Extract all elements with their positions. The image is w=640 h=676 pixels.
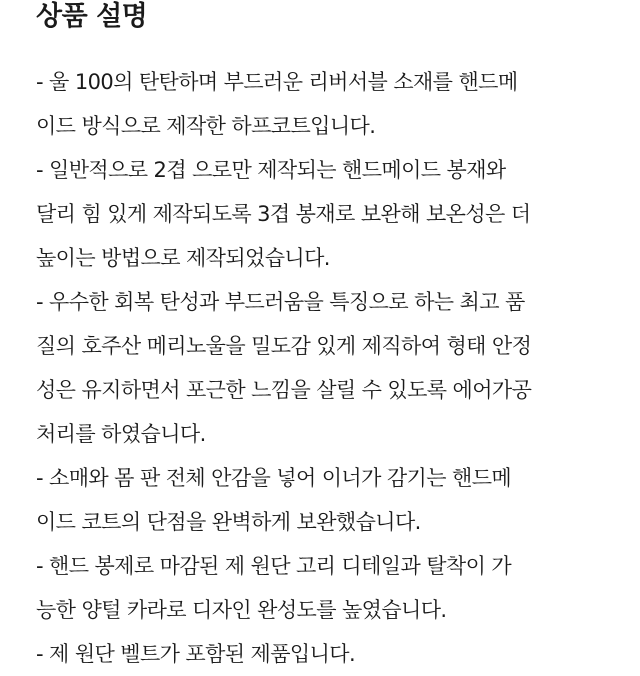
section-title: 상품 설명	[36, 1, 148, 32]
description-line: - 제 원단 벨트가 포함된 제품입니다.	[36, 642, 356, 666]
description-line: 능한 양털 카라로 디자인 완성도를 높였습니다.	[36, 598, 447, 622]
description-line: - 일반적으로 2겹 으로만 제작되는 핸드메이드 봉재와	[36, 158, 506, 182]
description-line: - 우수한 회복 탄성과 부드러움을 특징으로 하는 최고 품	[36, 290, 525, 314]
product-description	[36, 0, 626, 676]
description-line: 이드 방식으로 제작한 하프코트입니다.	[36, 114, 376, 138]
description-body	[36, 60, 626, 676]
description-line: 달리 힘 있게 제작되도록 3겹 봉재로 보완해 보온성은 더	[36, 202, 531, 226]
description-line: 성은 유지하면서 포근한 느낌을 살릴 수 있도록 에어가공	[36, 378, 532, 402]
description-line: 처리를 하였습니다.	[36, 422, 206, 446]
description-line: 이드 코트의 단점을 완벽하게 보완했습니다.	[36, 510, 421, 534]
description-line: - 울 100의 탄탄하며 부드러운 리버서블 소재를 핸드메	[36, 70, 518, 94]
description-line: - 소매와 몸 판 전체 안감을 넣어 이너가 감기는 핸드메	[36, 466, 512, 490]
description-line: - 핸드 봉제로 마감된 제 원단 고리 디테일과 탈착이 가	[36, 554, 512, 578]
description-line: 높이는 방법으로 제작되었습니다.	[36, 246, 330, 270]
description-line: 질의 호주산 메리노울을 밀도감 있게 제직하여 형태 안정	[36, 334, 532, 358]
